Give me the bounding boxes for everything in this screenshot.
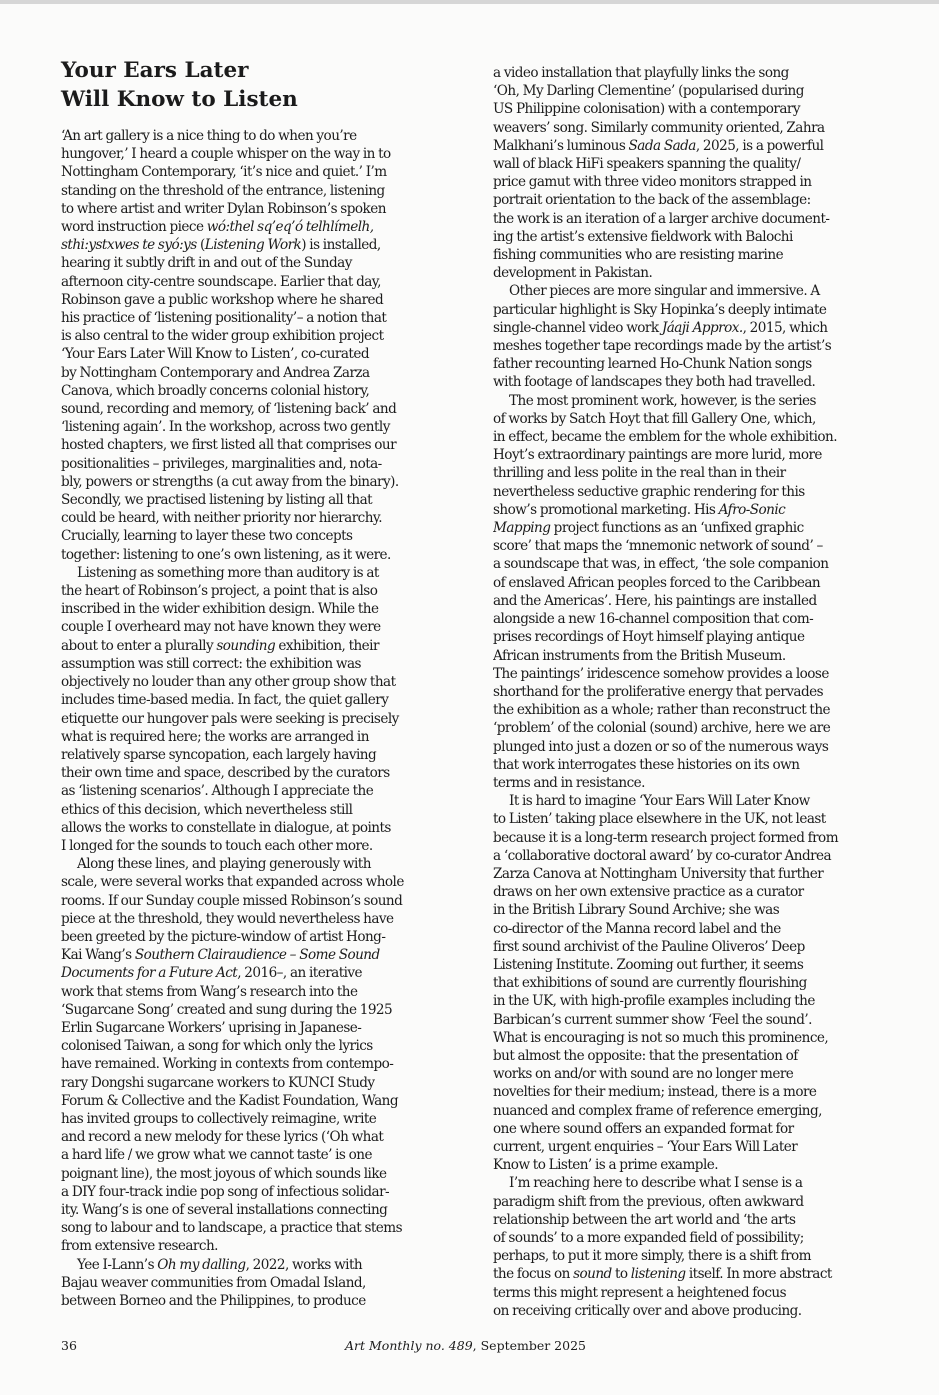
text-line: relationship between the art world and ‘the arts (493, 1211, 796, 1228)
text-line: I longed for the sounds to touch each other more. (61, 837, 373, 854)
text-line: bly, powers or strengths (a cut away from the binary). (61, 473, 399, 490)
text-line: could be heard, with neither priority nor hierarchy. (61, 510, 382, 527)
text-line: paradigm shift from the previous, often awkward (493, 1193, 804, 1210)
text-line: allows the works to constellate in dialogue, at points (61, 819, 391, 836)
text-line: It is hard to imagine ‘Your Ears Will Later Know (509, 793, 810, 810)
text-line: scale, were several works that expanded across whole (61, 874, 404, 891)
text-line: is also central to the wider group exhibition project (61, 328, 384, 345)
text-line: What is encouraging is not so much this prominence, (493, 1029, 829, 1046)
text-line: of works by Satch Hoyt that fill Gallery One, which, (493, 410, 816, 427)
text-line: between Borneo and the Philippines, to produce (61, 1293, 366, 1309)
text-line: a ‘collaborative doctoral award’ by co-curator Andrea (493, 847, 832, 864)
text-line: in the UK, with high-profile examples including the (493, 993, 815, 1010)
text-line: Crucially, learning to layer these two concepts (61, 528, 353, 545)
text-line: nuanced and complex frame of reference emerging, (493, 1102, 822, 1119)
text-line: price gamut with three video monitors strapped in (493, 174, 812, 191)
text-line: Along these lines, and playing generously with (77, 856, 371, 873)
text-line: with footage of landscapes they both had travelled. (493, 374, 816, 391)
text-line: Zarza Canova at Nottingham University that further (493, 865, 824, 882)
text-line: ‘Sugarcane Song’ created and sung during the 1925 (61, 1001, 393, 1018)
article-column-right (493, 64, 893, 1320)
text-line: ethics of this decision, which nevertheless still (61, 801, 353, 818)
text-line: Mapping project functions as an ‘unfixed graphic (493, 520, 804, 537)
text-line: colonised Taiwan, a song for which only the lyrics (61, 1038, 373, 1055)
text-line: in effect, became the emblem for the whole exhibition. (493, 429, 837, 446)
text-line: of enslaved African peoples forced to the Caribbean (493, 574, 821, 591)
text-line: wall of black HiFi speakers spanning the quality/ (493, 156, 801, 173)
text-line: and record a new melody for these lyrics (‘Oh what (61, 1129, 384, 1146)
text-line: Barbican’s current summer show ‘Feel the sound’. (493, 1011, 812, 1028)
text-line: a video installation that playfully links the song (493, 65, 789, 81)
text-line: The most prominent work, however, is the series (509, 392, 816, 409)
text-line: US Philippine colonisation) with a contemporary (493, 101, 801, 118)
text-line: sthi:ystxwes te syó:ys (Listening Work) is installed, (61, 237, 381, 254)
text-line: ‘listening again’. In the workshop, across two gently (61, 419, 390, 436)
text-line: the focus on sound to listening itself. In more abstract (493, 1266, 832, 1283)
text-line: meshes together tape recordings made by the artist’s (493, 338, 832, 355)
text-line: Canova, which broadly concerns colonial history, (61, 382, 370, 399)
text-line: poignant line), the most joyous of which sounds like (61, 1165, 387, 1182)
text-line: ‘An art gallery is a nice thing to do when you’re (61, 128, 357, 144)
text-line: but almost the opposite: that the presentation of (493, 1047, 798, 1064)
text-line: piece at the threshold, they would nevertheless have (61, 910, 394, 927)
text-line: African instruments from the British Museum. (493, 647, 786, 664)
text-line: standing on the threshold of the entrance, listening (61, 182, 385, 199)
text-line: couple I overheard may not have known they were (61, 619, 381, 636)
text-line: what is required here; the works are arranged in (61, 728, 369, 745)
text-line: from extensive research. (61, 1238, 218, 1255)
text-line: by Nottingham Contemporary and Andrea Zarza (61, 364, 370, 381)
text-line: his practice of ‘listening positionality’– a notion that (61, 310, 387, 327)
text-line: sound, recording and memory, of ‘listening back’ and (61, 401, 397, 418)
text-line: draws on her own extensive practice as a curator (493, 884, 804, 901)
text-line: Forum & Collective and the Kadist Foundation, Wang (61, 1092, 399, 1109)
text-line: as ‘listening scenarios’. Although I appreciate the (61, 783, 374, 800)
text-line: Hoyt’s extraordinary paintings are more lurid, more (493, 447, 822, 464)
text-line: to where artist and writer Dylan Robinson’s spoken (61, 200, 386, 217)
text-line: a soundscape that was, in effect, ‘the sole companion (493, 556, 829, 573)
text-line: have remained. Working in contexts from contempo- (61, 1056, 394, 1073)
text-line: the exhibition as a whole; rather than reconstruct the (493, 702, 831, 719)
text-line: the heart of Robinson’s project, a point that is also (61, 583, 378, 600)
text-line: Listening Institute. Zooming out further, it seems (493, 956, 804, 973)
text-line: rary Dongshi sugarcane workers to KUNCI Study (61, 1074, 375, 1091)
text-line: their own time and space, described by the curators (61, 765, 390, 782)
text-line: The paintings’ iridescence somehow provides a loose (493, 665, 829, 682)
text-line: and the Americas’. Here, his paintings are installed (493, 592, 817, 609)
text-line: one where sound offers an expanded format for (493, 1120, 794, 1137)
text-line: been greeted by the picture-window of artist Hong- (61, 928, 386, 945)
article-title (61, 56, 461, 114)
text-line: a hard life / we grow what we cannot taste’ is one (61, 1147, 372, 1164)
text-line: terms and in resistance. (493, 774, 645, 791)
text-line: etiquette our hungover pals were seeking is precisely (61, 710, 399, 727)
text-line: rooms. If our Sunday couple missed Robinson’s sound (61, 892, 403, 909)
top-border (0, 0, 939, 4)
text-line: particular highlight is Sky Hopinka’s deeply intimate (493, 301, 827, 318)
text-line: because it is a long-term research project formed from (493, 829, 839, 846)
text-line: Erlin Sugarcane Workers’ uprising in Japanese- (61, 1019, 362, 1036)
text-line: current, urgent enquiries – ‘Your Ears Will Later (493, 1138, 798, 1155)
text-line: that work interrogates these histories on its own (493, 756, 800, 773)
text-line: that exhibitions of sound are currently flourishing (493, 975, 807, 992)
text-line: plunged into just a dozen or so of the numerous ways (493, 738, 829, 755)
text-line: ‘Your Ears Later Will Know to Listen’, co-curated (61, 346, 369, 363)
text-line: prises recordings of Hoyt himself playing antique (493, 629, 805, 646)
text-line: fishing communities who are resisting marine (493, 247, 784, 264)
text-line: nevertheless seductive graphic rendering for this (493, 483, 805, 500)
text-line: portrait orientation to the back of the assemblage: (493, 192, 811, 209)
text-line: ity. Wang’s is one of several installations connecting (61, 1201, 388, 1218)
title-line: Will Know to Listen (61, 87, 298, 112)
text-line: Nottingham Contemporary, ‘it’s nice and quiet.’ I’m (61, 164, 387, 181)
text-line: Yee I-Lann’s Oh my dalling, 2022, works with (77, 1256, 363, 1273)
text-line: ‘problem’ of the colonial (sound) archive, here we are (493, 720, 831, 737)
text-line: terms this might represent a heightened focus (493, 1284, 787, 1301)
text-line: thrilling and less polite in the real than in their (493, 465, 786, 482)
text-line: score’ that maps the ‘mnemonic network of sound’ – (493, 538, 823, 555)
text-line: father recounting learned Ho-Chunk Nation songs (493, 356, 812, 373)
text-line: to Listen’ taking place elsewhere in the UK, not least (493, 811, 826, 828)
text-line: Other pieces are more singular and immersive. A (509, 283, 820, 300)
text-line: show’s promotional marketing. His Afro-Sonic (493, 501, 786, 518)
text-line: on receiving critically over and above producing. (493, 1302, 802, 1319)
text-line: word instruction piece wó:thel sq’eq’ó telhlímelh, (61, 219, 374, 236)
text-line: has invited groups to collectively reimagine, write (61, 1110, 377, 1127)
text-line: ‘Oh, My Darling Clementine’ (popularised during (493, 83, 804, 100)
text-line: Malkhani’s luminous Sada Sada, 2025, is a powerful (493, 137, 824, 154)
text-line: hosted chapters, we first listed all that comprises our (61, 437, 397, 454)
text-line: ing the artist’s extensive fieldwork with Balochi (493, 228, 793, 245)
text-line: Secondly, we practised listening by listing all that (61, 492, 373, 509)
text-line: hearing it subtly drift in and out of the Sunday (61, 255, 352, 272)
text-line: the work is an iteration of a larger archive document- (493, 210, 830, 227)
text-line: a DIY four-track indie pop song of infectious solidar- (61, 1183, 390, 1200)
text-line: includes time-based media. In fact, the quiet gallery (61, 692, 389, 709)
text-line: inscribed in the wider exhibition design. While the (61, 601, 379, 618)
text-line: single-channel video work Jáaji Approx., 2015, which (493, 319, 828, 336)
text-line: I’m reaching here to describe what I sense is a (509, 1175, 803, 1192)
text-line: hungover,’ I heard a couple whisper on the way in to (61, 146, 391, 163)
title-line: Your Ears Later (61, 58, 249, 83)
text-line: co-director of the Manna record label and the (493, 920, 781, 937)
article-column-left (61, 127, 461, 1310)
text-line: objectively no louder than any other group show that (61, 674, 396, 691)
issue-credit: Art Monthly no. 489, September 2025 (345, 1338, 586, 1353)
text-line: of sounds’ to a more expanded field of possibility; (493, 1230, 804, 1246)
text-line: novelties for their medium; instead, there is a more (493, 1084, 817, 1101)
text-line: together: listening to one’s own listening, as it were. (61, 546, 391, 563)
text-line: works on and/or with sound are no longer mere (493, 1066, 794, 1083)
text-line: Documents for a Future Act, 2016–, an iterative (61, 965, 363, 982)
text-line: alongside a new 16-channel composition that com- (493, 611, 814, 628)
page-number: 36 (61, 1338, 77, 1353)
text-line: work that stems from Wang’s research into the (61, 983, 358, 1000)
text-line: shorthand for the proliferative energy that pervades (493, 683, 824, 700)
text-line: Know to Listen’ is a prime example. (493, 1157, 719, 1174)
text-line: weavers’ song. Similarly community oriented, Zahra (493, 119, 825, 136)
text-line: assumption was still correct: the exhibition was (61, 655, 361, 672)
text-line: first sound archivist of the Pauline Oliveros’ Deep (493, 938, 805, 955)
text-line: Listening as something more than auditory is at (77, 564, 379, 581)
text-line: afternoon city-centre soundscape. Earlier that day, (61, 273, 381, 290)
text-line: Kai Wang’s Southern Clairaudience – Some Sound (61, 947, 380, 964)
text-line: Robinson gave a public workshop where he shared (61, 291, 384, 308)
text-line: development in Pakistan. (493, 265, 653, 282)
text-line: song to labour and to landscape, a practice that stems (61, 1220, 403, 1237)
text-line: relatively sparse syncopation, each largely having (61, 746, 377, 763)
text-line: positionalities – privileges, marginalities and, nota- (61, 455, 382, 472)
text-line: about to enter a plurally sounding exhibition, their (61, 637, 379, 654)
text-line: perhaps, to put it more simply, there is a shift from (493, 1248, 812, 1265)
text-line: in the British Library Sound Archive; she was (493, 902, 780, 919)
text-line: Bajau weaver communities from Omadal Island, (61, 1274, 366, 1291)
